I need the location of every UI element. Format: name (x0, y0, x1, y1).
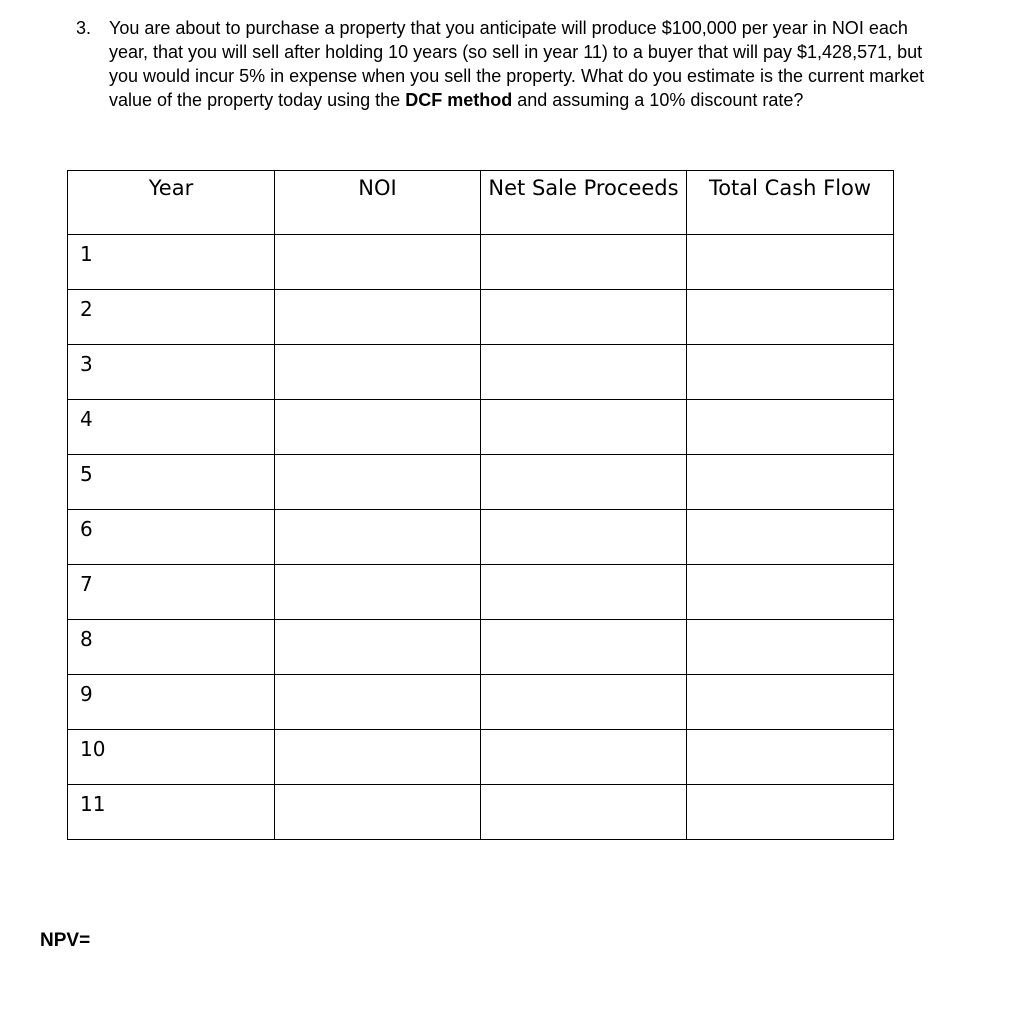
year-cell: 7 (68, 565, 275, 620)
table-row (68, 565, 894, 620)
year-cell: 11 (68, 785, 275, 840)
question-block (76, 16, 936, 112)
table-row (68, 400, 894, 455)
noi-cell[interactable] (275, 730, 481, 785)
net-sale-proceeds-cell[interactable] (481, 675, 687, 730)
table-row (68, 785, 894, 840)
noi-cell[interactable] (275, 455, 481, 510)
net-sale-proceeds-cell[interactable] (481, 345, 687, 400)
table-row (68, 235, 894, 290)
net-sale-proceeds-cell[interactable] (481, 400, 687, 455)
noi-cell[interactable] (275, 565, 481, 620)
year-cell: 9 (68, 675, 275, 730)
noi-cell[interactable] (275, 785, 481, 840)
question-text-end: and assuming a 10% discount rate? (512, 90, 804, 110)
total-cash-flow-cell[interactable] (687, 675, 894, 730)
total-cash-flow-cell[interactable] (687, 565, 894, 620)
total-cash-flow-cell[interactable] (687, 345, 894, 400)
year-cell: 1 (68, 235, 275, 290)
table-row (68, 620, 894, 675)
total-cash-flow-cell[interactable] (687, 235, 894, 290)
table-row (68, 455, 894, 510)
year-cell: 4 (68, 400, 275, 455)
table-row (68, 510, 894, 565)
question-bold-dcf: DCF (405, 90, 443, 110)
year-cell: 3 (68, 345, 275, 400)
question-text (109, 16, 936, 112)
question-bold-method: method (447, 90, 513, 110)
dcf-table (67, 170, 894, 840)
net-sale-proceeds-cell[interactable] (481, 730, 687, 785)
noi-cell[interactable] (275, 510, 481, 565)
net-sale-proceeds-cell[interactable] (481, 455, 687, 510)
net-sale-proceeds-cell[interactable] (481, 620, 687, 675)
net-sale-proceeds-cell[interactable] (481, 235, 687, 290)
table-row (68, 345, 894, 400)
year-cell: 2 (68, 290, 275, 345)
total-cash-flow-cell[interactable] (687, 400, 894, 455)
net-sale-proceeds-cell[interactable] (481, 290, 687, 345)
noi-cell[interactable] (275, 620, 481, 675)
total-cash-flow-cell[interactable] (687, 620, 894, 675)
net-sale-proceeds-cell[interactable] (481, 565, 687, 620)
table-header-row (68, 171, 894, 235)
table-row (68, 730, 894, 785)
total-cash-flow-cell[interactable] (687, 730, 894, 785)
header-net-sale-proceeds: Net Sale Proceeds (481, 171, 687, 235)
net-sale-proceeds-cell[interactable] (481, 510, 687, 565)
year-cell: 5 (68, 455, 275, 510)
total-cash-flow-cell[interactable] (687, 455, 894, 510)
noi-cell[interactable] (275, 235, 481, 290)
noi-cell[interactable] (275, 675, 481, 730)
net-sale-proceeds-cell[interactable] (481, 785, 687, 840)
header-noi: NOI (275, 171, 481, 235)
year-cell: 8 (68, 620, 275, 675)
header-year: Year (68, 171, 275, 235)
noi-cell[interactable] (275, 400, 481, 455)
noi-cell[interactable] (275, 345, 481, 400)
year-cell: 6 (68, 510, 275, 565)
noi-cell[interactable] (275, 290, 481, 345)
question-number: 3. (76, 18, 92, 38)
npv-label: NPV= (40, 930, 91, 951)
total-cash-flow-cell[interactable] (687, 510, 894, 565)
total-cash-flow-cell[interactable] (687, 290, 894, 345)
year-cell: 10 (68, 730, 275, 785)
header-total-cash-flow: Total Cash Flow (687, 171, 894, 235)
total-cash-flow-cell[interactable] (687, 785, 894, 840)
table-row (68, 675, 894, 730)
question-text-main: You are about to purchase a property that you anticipate will produce $100,000 per year in NOI each year, that you will sell after holding 10 years (so sell in year 11) to a buyer that will pay $1,428,571, but you would incur 5% in expense when you sell the property. What do you estimate is the current market value of the property today using the (109, 18, 925, 110)
table-row (68, 290, 894, 345)
